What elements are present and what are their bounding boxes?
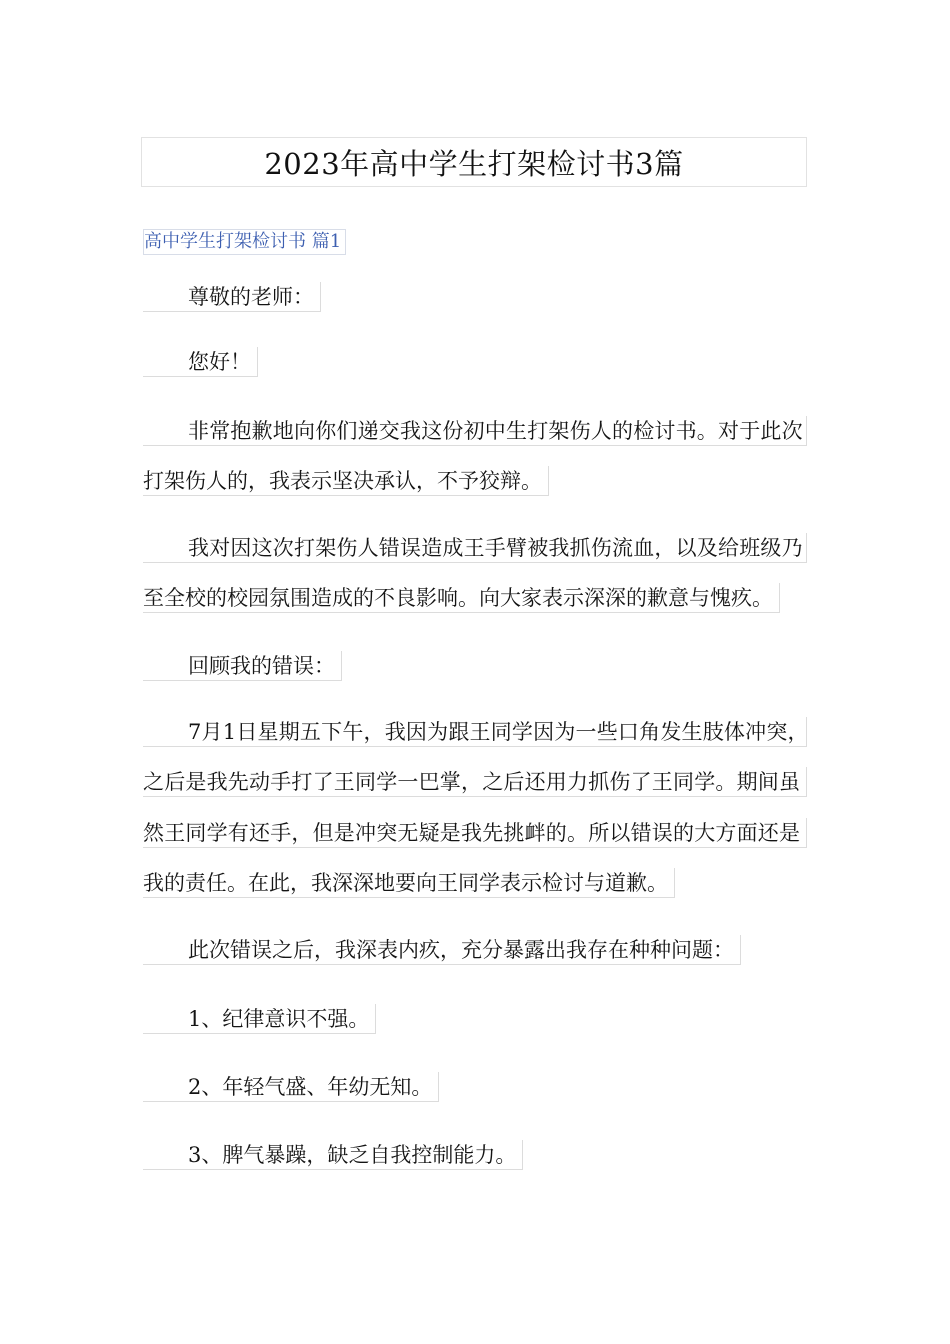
title-box — [141, 137, 807, 187]
paragraph-2-line-1: 我对因这次打架伤人错误造成王手臂被我抓伤流血，以及给班级乃 — [143, 533, 807, 563]
paragraph-1-line-2: 打架伤人的，我表示坚决承认，不予狡辩。 — [143, 466, 549, 496]
paragraph-4-line-2: 之后是我先动手打了王同学一巴掌，之后还用力抓伤了王同学。期间虽 — [143, 767, 807, 797]
paragraph-2-line-2: 至全校的校园氛围造成的不良影响。向大家表示深深的歉意与愧疚。 — [143, 583, 780, 613]
paragraph-3: 回顾我的错误： — [143, 651, 342, 681]
salutation: 尊敬的老师： — [143, 282, 321, 312]
paragraph-4-line-4: 我的责任。在此，我深深地要向王同学表示检讨与道歉。 — [143, 868, 675, 898]
paragraph-4-line-3: 然王同学有还手，但是冲突无疑是我先挑衅的。所以错误的大方面还是 — [143, 818, 807, 848]
paragraph-5: 此次错误之后，我深表内疚，充分暴露出我存在种种问题： — [143, 935, 741, 965]
greeting: 您好！ — [143, 347, 258, 377]
list-item-2: 2、年轻气盛、年幼无知。 — [143, 1072, 439, 1102]
section-heading: 高中学生打架检讨书 篇1 — [143, 229, 346, 255]
paragraph-1-line-1: 非常抱歉地向你们递交我这份初中生打架伤人的检讨书。对于此次 — [143, 416, 807, 446]
paragraph-4-line-1: 7月1日星期五下午，我因为跟王同学因为一些口角发生肢体冲突， — [143, 717, 807, 747]
list-item-1: 1、纪律意识不强。 — [143, 1004, 376, 1034]
document-title: 2023年高中学生打架检讨书3篇 — [264, 146, 684, 181]
list-item-3: 3、脾气暴躁，缺乏自我控制能力。 — [143, 1140, 523, 1170]
